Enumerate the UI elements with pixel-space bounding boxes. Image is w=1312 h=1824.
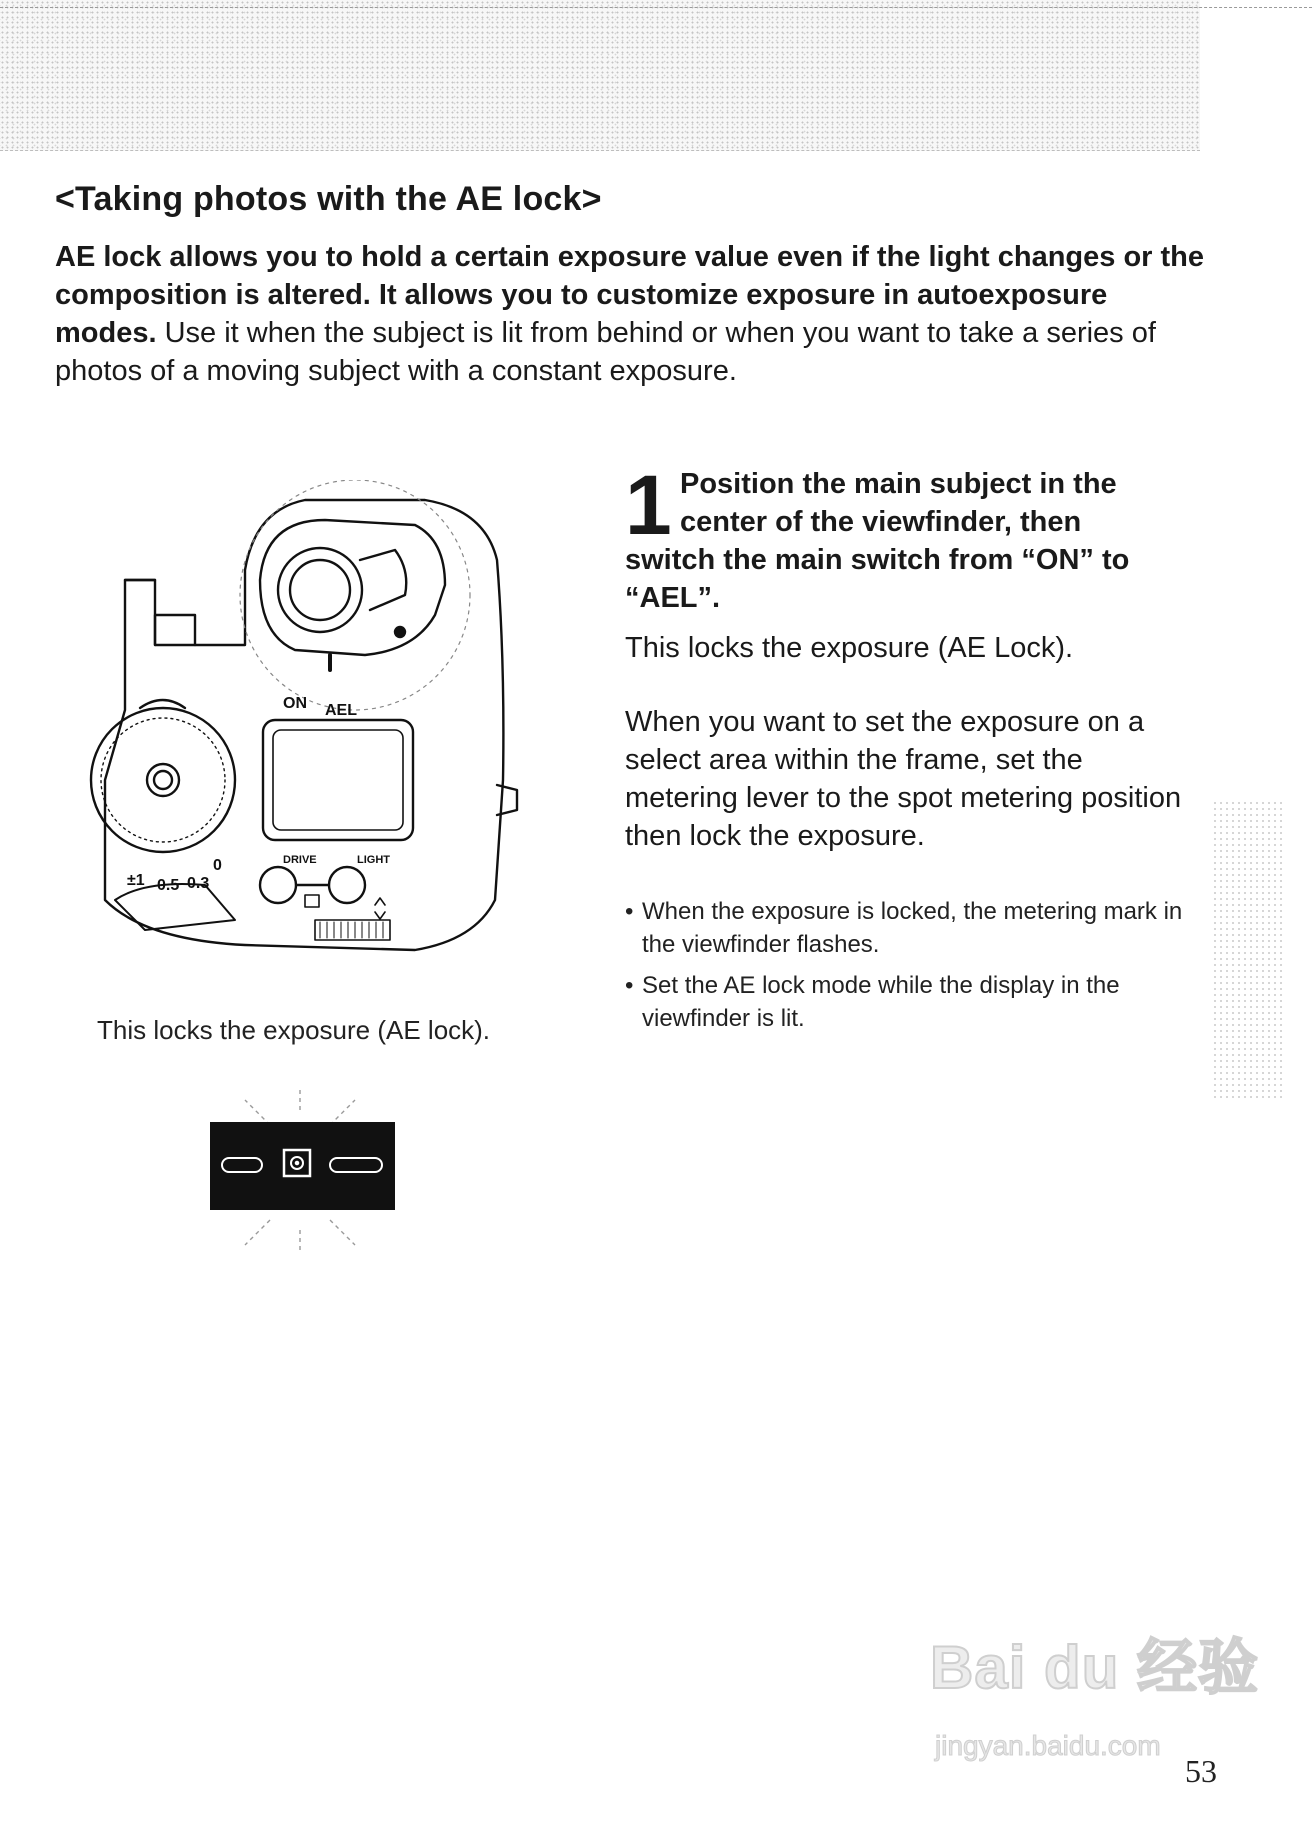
step-body-2: When you want to set the exposure on a select area within the frame, set the metering lever to the spot metering position then lock the exposure. bbox=[625, 706, 1182, 852]
step-heading-rest: switch the main switch from “ON” to “AEL”. bbox=[625, 544, 1130, 614]
dial-05-label: 0.5 bbox=[157, 877, 180, 894]
list-item: • When the exposure is locked, the metering mark in the viewfinder flashes. bbox=[625, 895, 1195, 961]
drive-button-label: DRIVE bbox=[283, 854, 317, 866]
figure-caption: This locks the exposure (AE lock). bbox=[97, 1015, 491, 1045]
list-item: • Set the AE lock mode while the display in the viewfinder is lit. bbox=[625, 969, 1195, 1035]
step-number: 1 bbox=[625, 458, 672, 552]
intro-normal-text: Use it when the subject is lit from behind or when you want to take a series of photos of a moving subject with a constant exposure. bbox=[55, 317, 1156, 387]
dial-03-label: 0.3 bbox=[187, 875, 210, 892]
switch-on-label: ON bbox=[283, 695, 307, 712]
header-pattern-band bbox=[0, 0, 1200, 151]
intro-paragraph bbox=[55, 238, 1205, 390]
step-heading bbox=[625, 458, 1195, 617]
switch-ael-label: AEL bbox=[325, 702, 357, 719]
step-body-1: This locks the exposure (AE Lock). bbox=[625, 632, 1074, 664]
edge-speckle-pattern bbox=[1212, 800, 1282, 1100]
camera-top-illustration bbox=[85, 480, 525, 1010]
header-rule bbox=[0, 7, 1312, 8]
light-button-label: LIGHT bbox=[357, 854, 390, 866]
dial-0-label: 0 bbox=[213, 857, 222, 874]
baidu-watermark-url: jingyan.baidu.com bbox=[935, 1730, 1161, 1761]
step-heading-line2: center of the viewfinder, then bbox=[680, 506, 1082, 538]
section-title: <Taking photos with the AE lock> bbox=[55, 180, 602, 218]
baidu-watermark: Bai du 经验 bbox=[930, 1634, 1260, 1701]
dial-pm1-label: ±1 bbox=[127, 872, 145, 889]
camera-top-drawing bbox=[85, 480, 525, 1010]
step-heading-line1: Position the main subject in the bbox=[680, 468, 1117, 500]
step-1-block bbox=[625, 458, 1195, 1043]
step-notes-list bbox=[625, 895, 1195, 1035]
viewfinder-metering-illustration bbox=[200, 1080, 440, 1260]
intro-bold-text: AE lock allows you to hold a certain exposure value even if the light changes or the composition is altered. It allows you to customize exposure in autoexposure modes. bbox=[55, 241, 1204, 349]
viewfinder-drawing bbox=[200, 1080, 440, 1260]
page-number: 53 bbox=[1185, 1753, 1217, 1789]
